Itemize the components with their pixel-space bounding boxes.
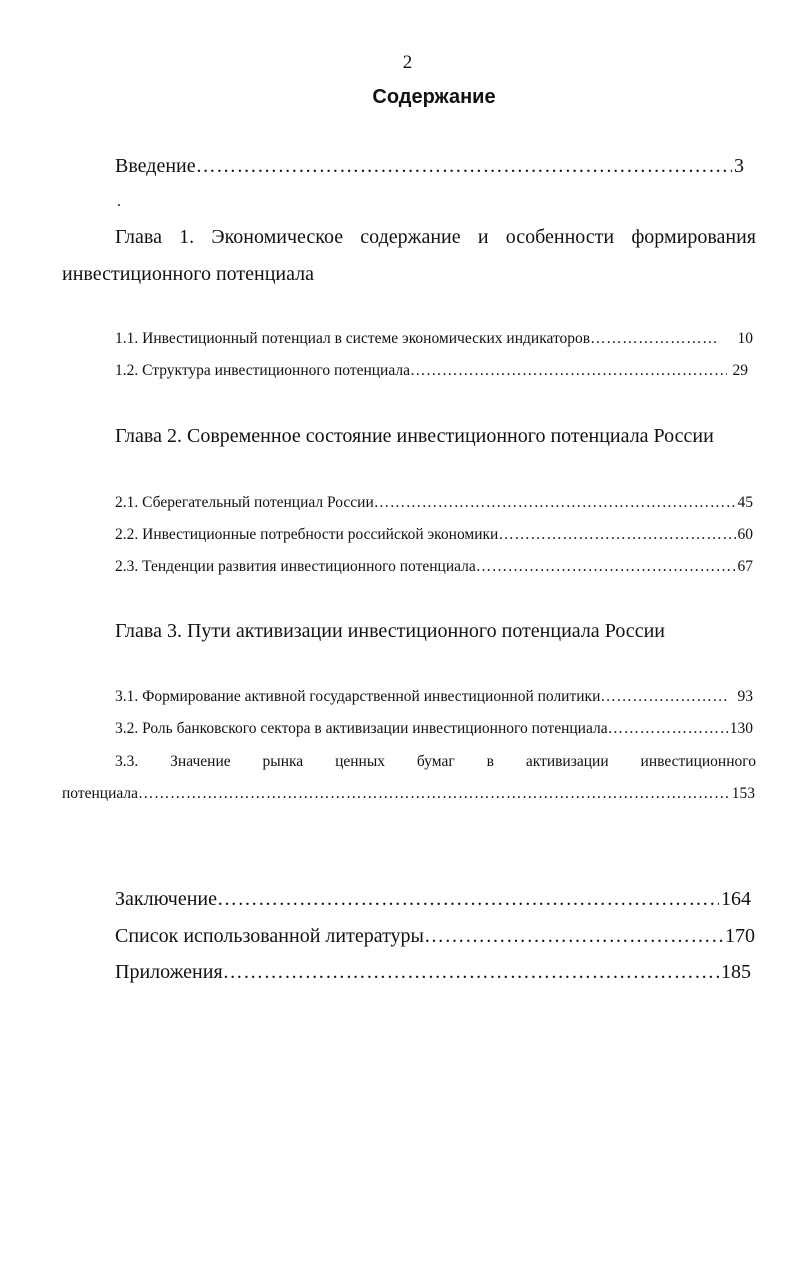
toc-bibliography-label: Список использованной литературы	[115, 925, 424, 947]
toc-section-2-3	[115, 558, 753, 576]
toc-section-label: 2.1. Сберегательный потенциал России	[115, 494, 374, 511]
toc-section-2-1	[115, 494, 753, 512]
toc-conclusion-page: 164	[721, 888, 751, 910]
leader-dots	[600, 688, 729, 706]
chapter-1-title: Глава 1. Экономическое содержание и особенности формирования инвестиционного потенциала	[62, 226, 756, 285]
leader-dots	[608, 720, 728, 738]
page-number: 2	[402, 52, 413, 73]
toc-appendices-page: 185	[721, 961, 751, 983]
leader-dots	[498, 526, 735, 544]
toc-section-page: 60	[737, 526, 753, 543]
toc-section-label: 1.2. Структура инвестиционного потенциала	[115, 362, 410, 379]
toc-intro	[115, 155, 744, 178]
toc-section-page: 153	[731, 785, 755, 802]
toc-section-page: 29	[732, 362, 748, 379]
toc-word: ценных	[335, 753, 386, 770]
toc-intro-page: 3	[734, 155, 744, 177]
toc-word: Значение	[170, 753, 231, 770]
toc-word: инвестиционного	[640, 753, 756, 770]
leader-dots	[138, 785, 730, 803]
leader-dots	[590, 330, 719, 348]
leader-dots	[424, 925, 723, 948]
toc-section-page: 10	[737, 330, 753, 347]
toc-word: в	[486, 753, 494, 770]
toc-section-label: 2.2. Инвестиционные потребности российской экономики	[115, 526, 499, 543]
leader-dots	[410, 362, 727, 380]
leader-dots	[196, 155, 732, 178]
toc-bibliography	[115, 925, 755, 948]
toc-section-label: 2.3. Тенденции развития инвестиционного потенциала	[115, 558, 476, 575]
toc-word: активизации	[525, 753, 609, 770]
leader-dots	[223, 961, 719, 984]
toc-section-label: потенциала	[62, 785, 139, 802]
chapter-2-title: Глава 2. Современное состояние инвестиционного потенциала России	[115, 425, 714, 447]
toc-bibliography-page: 170	[725, 925, 755, 947]
leader-dots	[374, 494, 736, 512]
toc-section-page: 130	[729, 720, 753, 737]
toc-section-label: 3.2. Роль банковского сектора в активизации инвестиционного потенциала	[115, 720, 608, 737]
toc-section-1-2	[115, 362, 748, 380]
toc-section-3-1	[115, 688, 753, 706]
chapter-3-title: Глава 3. Пути активизации инвестиционного потенциала России	[115, 620, 665, 642]
toc-section-page: 45	[737, 494, 753, 511]
leader-dots	[476, 558, 736, 576]
page-title: Содержание	[372, 86, 496, 108]
toc-conclusion-label: Заключение	[115, 888, 217, 910]
toc-section-3-3-continuation	[62, 785, 755, 803]
toc-section-label: 3.1. Формирование активной государственной инвестиционной политики	[115, 688, 601, 705]
toc-appendices-label: Приложения	[115, 961, 223, 983]
toc-section-3-3	[115, 753, 756, 771]
scan-speck	[118, 204, 120, 206]
toc-section-2-2	[115, 526, 753, 544]
toc-word: бумаг	[416, 753, 455, 770]
toc-section-3-2	[115, 720, 753, 738]
toc-section-page: 67	[737, 558, 753, 575]
toc-word: 3.3.	[115, 753, 139, 770]
toc-word: рынка	[262, 753, 304, 770]
toc-appendices	[115, 961, 751, 984]
toc-intro-label: Введение	[115, 155, 196, 177]
toc-conclusion	[115, 888, 751, 911]
toc-section-page: 93	[737, 688, 753, 705]
toc-section-1-1	[115, 330, 753, 348]
toc-section-label: 1.1. Инвестиционный потенциал в системе экономических индикаторов	[115, 330, 591, 347]
leader-dots	[217, 888, 719, 911]
